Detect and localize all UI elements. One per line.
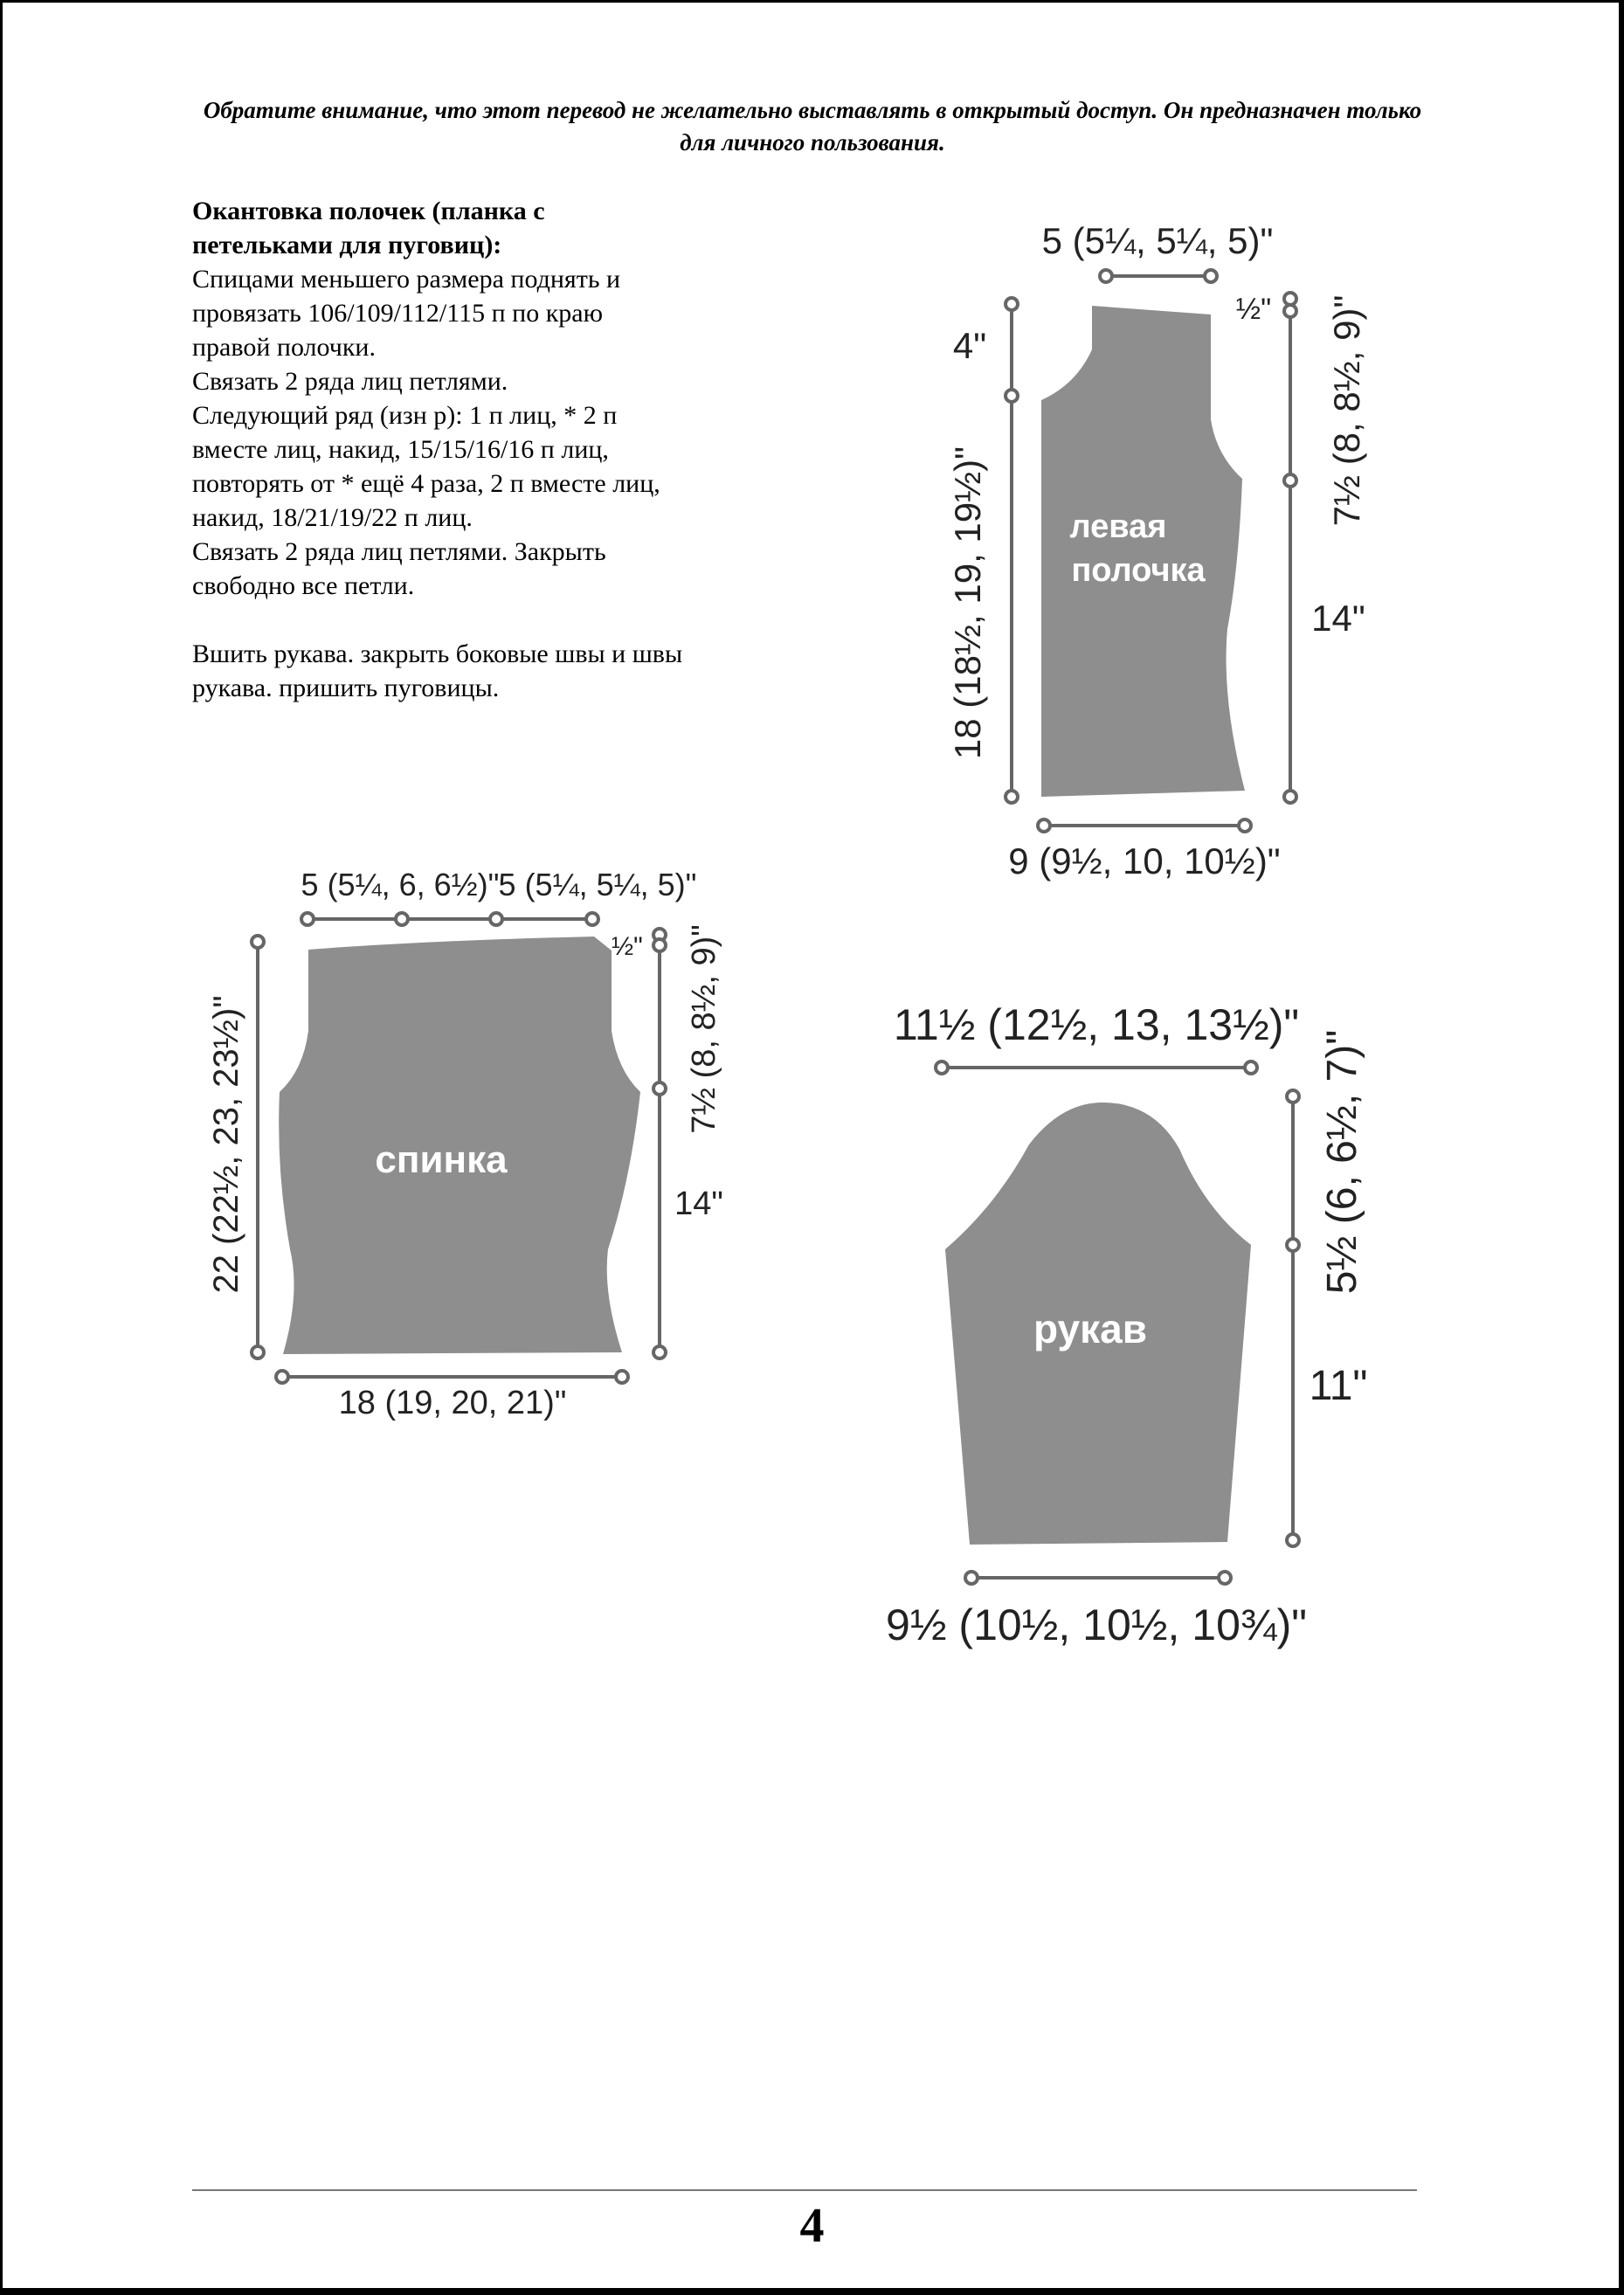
back-label: спинка <box>375 1138 508 1181</box>
instructions-line: накид, 18/21/19/22 п лиц. <box>192 503 473 532</box>
instructions-line: провязать 106/109/112/115 п по краю <box>192 299 603 328</box>
back-slope-dim: ½" <box>612 932 643 961</box>
back-armhole-dim: 7½ (8, 8½, 9)" <box>686 924 722 1134</box>
left-front-armhole-dim: 7½ (8, 8½, 9)" <box>1326 294 1367 527</box>
instructions-line: свободно все петли. <box>192 571 415 600</box>
back-width-dim: 18 (19, 20, 21)" <box>338 1385 567 1421</box>
instructions-line: Связать 2 ряда лиц петлями. Закрыть <box>192 537 606 566</box>
sleeve-cap-dim: 5½ (6, 6½, 7)" <box>1319 1029 1365 1295</box>
back-side-dim: 14" <box>674 1186 723 1222</box>
instructions-line: Следующий ряд (изн р): 1 п лиц, * 2 п <box>192 401 618 430</box>
left-front-side-dim: 14" <box>1311 598 1365 639</box>
sleeve-top-width-dim: 11½ (12½, 13, 13½)" <box>893 1000 1300 1049</box>
instructions-heading-line: Окантовка полочек (планка с <box>192 197 545 225</box>
left-front-length-dim: 18 (18½, 19, 19½)" <box>947 446 988 760</box>
back-shoulder-left-dim: 5 (5¼, 6, 6½)" <box>301 867 500 902</box>
sleeve-cuff-dim: 9½ (10½, 10½, 10¾)" <box>886 1600 1307 1649</box>
left-front-diagram <box>909 201 1398 891</box>
left-front-piece <box>1041 306 1245 797</box>
left-front-width-dim: 9 (9½, 10, 10½)" <box>1008 840 1281 881</box>
left-front-neck-depth-dim: 4" <box>952 325 987 366</box>
instructions-block <box>192 194 804 705</box>
finishing-line: рукава. пришить пуговицы. <box>192 674 500 702</box>
instructions-line: правой полочки. <box>192 333 376 362</box>
privacy-notice: Обратите внимание, что этот перевод не желательно выставлять в открытый доступ. Он предназначен только для личного пользования. <box>203 97 1422 156</box>
paragraph-gap <box>192 603 804 637</box>
sleeve-label: рукав <box>1033 1306 1147 1351</box>
instructions-line: повторять от * ещё 4 раза, 2 п вместе лиц, <box>192 469 660 498</box>
back-length-dim: 22 (22½, 23, 23½)" <box>207 995 245 1294</box>
back-shoulder-right-dim: 5 (5¼, 5¼, 5)" <box>498 867 697 902</box>
left-front-slope-dim: ½" <box>1235 293 1272 326</box>
finishing-line: Вшить рукава. закрыть боковые швы и швы <box>192 639 683 668</box>
instructions-line: вместе лиц, накид, 15/15/16/16 п лиц, <box>192 435 609 464</box>
instructions-line: Спицами меньшего размера поднять и <box>192 265 621 294</box>
sleeve-length-dim: 11" <box>1309 1363 1368 1409</box>
instructions-line: Связать 2 ряда лиц петлями. <box>192 367 508 396</box>
left-front-label-line: левая <box>1069 508 1167 545</box>
sleeve-diagram <box>886 987 1398 1669</box>
page-number: 4 <box>799 2199 825 2253</box>
left-front-label-line: полочка <box>1071 552 1206 589</box>
instructions-heading-line: петельками для пуговиц): <box>192 231 502 259</box>
back-diagram <box>192 856 743 1433</box>
left-front-shoulder-dim: 5 (5¼, 5¼, 5)" <box>1041 220 1274 261</box>
